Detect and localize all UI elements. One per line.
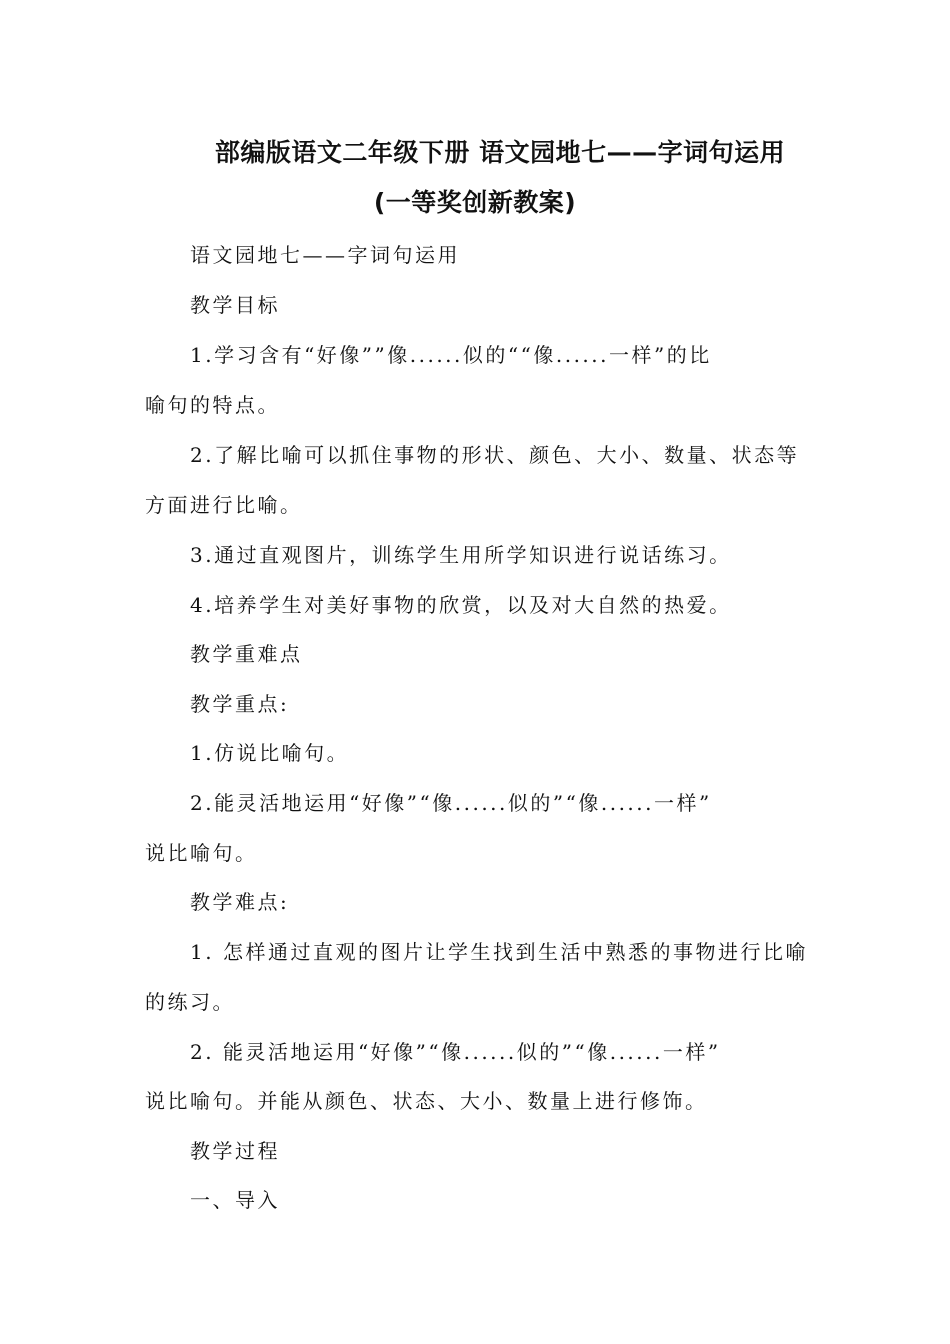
paragraph-line: 说比喻句。 [145, 841, 258, 865]
section-heading: 教学重难点 [190, 642, 303, 666]
paragraph-line: 1.仿说比喻句。 [190, 741, 350, 765]
paragraph-line: 3.通过直观图片，训练学生用所学知识进行说话练习。 [190, 543, 732, 567]
document-title-line2: (一等奖创新教案) [373, 188, 577, 217]
paragraph-line: 2.能灵活地运用“好像”“像......似的”“像......一样” [190, 791, 712, 815]
section-heading: 教学难点: [190, 890, 290, 914]
paragraph-line: 说比喻句。并能从颜色、状态、大小、数量上进行修饰。 [145, 1089, 708, 1113]
section-heading: 教学过程 [190, 1139, 280, 1163]
section-heading: 教学重点: [190, 692, 290, 716]
paragraph-line: 喻句的特点。 [145, 393, 280, 417]
paragraph-line: 4.培养学生对美好事物的欣赏，以及对大自然的热爱。 [190, 593, 732, 617]
section-heading: 一、导入 [190, 1188, 280, 1212]
paragraph-line: 2.了解比喻可以抓住事物的形状、颜色、大小、数量、状态等 [190, 443, 800, 467]
paragraph-line: 1. 怎样通过直观的图片让学生找到生活中熟悉的事物进行比喻 [190, 940, 808, 964]
document-title-line1: 部编版语文二年级下册 语文园地七——字词句运用 [214, 138, 786, 167]
paragraph-line: 1.学习含有“好像””像......似的““像......一样”的比 [190, 343, 712, 367]
section-heading: 教学目标 [190, 293, 280, 317]
paragraph-line: 方面进行比喻。 [145, 493, 303, 517]
section-heading: 语文园地七——字词句运用 [190, 243, 460, 267]
paragraph-line: 的练习。 [145, 990, 235, 1014]
paragraph-line: 2. 能灵活地运用“好像”“像......似的”“像......一样” [190, 1040, 721, 1064]
